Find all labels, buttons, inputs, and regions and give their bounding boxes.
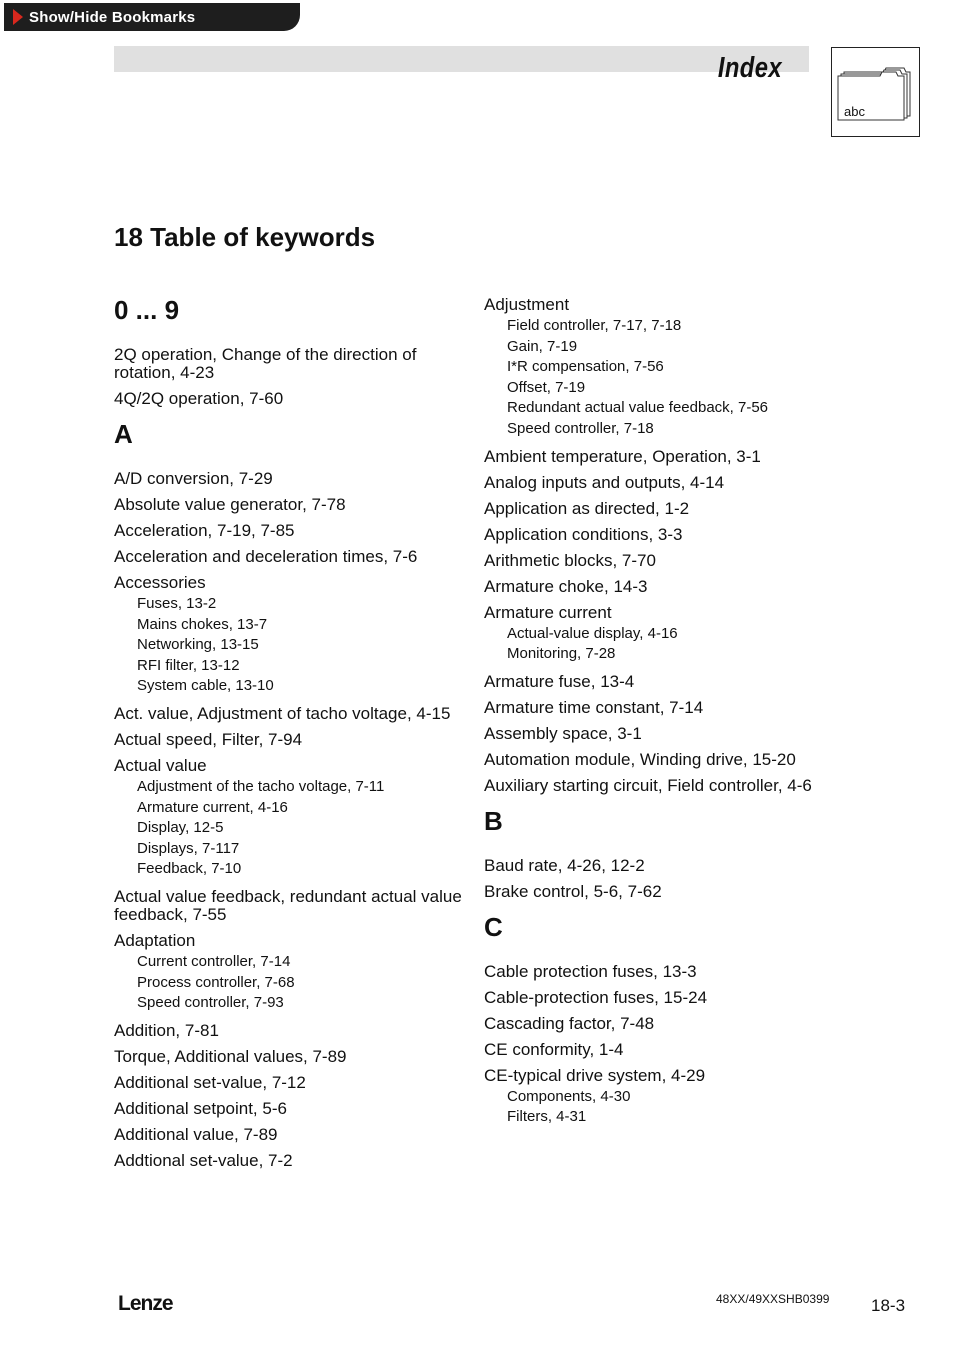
section-title: Index: [717, 52, 782, 84]
index-subentry[interactable]: Actual-value display, 4-16: [507, 624, 678, 642]
index-entry: [114, 574, 464, 697]
index-entry-text[interactable]: Actual speed, Filter, 7-94: [114, 729, 303, 749]
index-subentry[interactable]: Armature current, 4-16: [137, 798, 288, 816]
index-entry-text[interactable]: Brake control, 5-6, 7-62: [484, 881, 662, 901]
index-entry: [484, 883, 834, 901]
index-entry: [114, 705, 464, 723]
index-entry: [114, 1022, 464, 1040]
index-entry: [484, 989, 834, 1007]
triangle-right-icon: [13, 9, 23, 25]
index-entry: [484, 448, 834, 466]
index-entry-text[interactable]: Additional setpoint, 5-6: [114, 1098, 287, 1118]
index-subentry[interactable]: Fuses, 13-2: [137, 595, 217, 612]
index-entry-text[interactable]: Ambient temperature, Operation, 3-1: [484, 446, 761, 466]
index-entry-text[interactable]: Additional value, 7-89: [114, 1124, 278, 1144]
index-subentry[interactable]: I*R compensation, 7-56: [507, 358, 664, 376]
index-subentry[interactable]: Speed controller, 7-93: [137, 994, 284, 1012]
index-entry: [114, 548, 464, 566]
index-column-left: [114, 296, 464, 1178]
index-entry: [114, 888, 464, 924]
index-entry-text[interactable]: Addition, 7-81: [114, 1020, 219, 1040]
page-number: 18-3: [871, 1296, 906, 1315]
index-subentry[interactable]: Speed controller, 7-18: [507, 419, 654, 437]
index-entry: [484, 699, 834, 717]
index-subentry[interactable]: Process controller, 7-68: [137, 973, 295, 991]
section-heading: 0 ... 9: [114, 295, 180, 325]
index-entry-text[interactable]: Acceleration and deceleration times, 7-6: [114, 547, 418, 566]
section-heading: A: [114, 419, 133, 449]
index-entry: [114, 346, 464, 382]
index-entry: [114, 496, 464, 514]
index-entry: [114, 1048, 464, 1066]
index-entry: [484, 1041, 834, 1059]
index-subentry[interactable]: Networking, 13-15: [137, 636, 259, 654]
index-entry: [114, 470, 464, 488]
index-entry: [484, 604, 834, 665]
index-subentry[interactable]: Feedback, 7-10: [137, 860, 242, 878]
index-column-right: [484, 296, 834, 1136]
index-entry-text[interactable]: Accessories: [114, 573, 206, 592]
tab-label: abc: [844, 104, 865, 119]
index-entry-text[interactable]: Application as directed, 1-2: [484, 498, 690, 518]
index-entry-text[interactable]: CE-typical drive system, 4-29: [484, 1065, 706, 1085]
index-subentry[interactable]: Display, 12-5: [137, 819, 224, 837]
index-entry-text[interactable]: Additional set-value, 7-12: [114, 1072, 306, 1092]
index-entry: [114, 1100, 464, 1118]
index-entry: [484, 1015, 834, 1033]
index-entry-text[interactable]: CE conformity, 1-4: [484, 1039, 624, 1059]
chapter-title: 18 Table of keywords: [114, 222, 376, 252]
index-subentry[interactable]: Filters, 4-31: [507, 1108, 587, 1126]
index-subentry[interactable]: Components, 4-30: [507, 1087, 631, 1105]
index-entry-text[interactable]: Arithmetic blocks, 7-70: [484, 550, 656, 570]
index-entry: [484, 751, 834, 769]
index-entry: [114, 731, 464, 749]
index-subentry[interactable]: Adjustment of the tacho voltage, 7-11: [137, 777, 385, 795]
index-subentry[interactable]: Offset, 7-19: [507, 378, 586, 396]
index-entry: [484, 1067, 834, 1128]
index-entry-text[interactable]: Auxiliary starting circuit, Field controller, 4-6: [484, 775, 812, 795]
index-entry-text[interactable]: Armature choke, 14-3: [484, 576, 648, 596]
index-entry: [484, 725, 834, 743]
index-entry: [484, 296, 834, 440]
index-entry-text[interactable]: Adaptation: [114, 930, 196, 950]
index-entry: [484, 963, 834, 981]
index-entry: [484, 673, 834, 691]
index-entry-text[interactable]: Application conditions, 3-3: [484, 524, 683, 544]
index-entry-text[interactable]: Armature current: [484, 602, 612, 622]
index-tab-box: [831, 47, 920, 137]
index-entry-text[interactable]: Act. value, Adjustment of tacho voltage, 4-15: [114, 703, 451, 723]
index-entry-text[interactable]: Armature time constant, 7-14: [484, 697, 704, 717]
index-subentry[interactable]: Monitoring, 7-28: [507, 645, 616, 663]
index-entry: [114, 1152, 464, 1170]
index-entry: [484, 857, 834, 875]
index-entry: [114, 390, 464, 408]
index-entry: [484, 777, 834, 795]
index-subentry[interactable]: System cable, 13-10: [137, 677, 274, 695]
index-entry: [484, 578, 834, 596]
brand-logo: Lenze: [118, 1292, 173, 1315]
index-entry-text[interactable]: 2Q operation, Change of the direction of rotation, 4-23: [114, 345, 417, 382]
index-subentry[interactable]: Displays, 7-117: [137, 839, 240, 857]
index-entry: [484, 526, 834, 544]
index-subentry[interactable]: Mains chokes, 13-7: [137, 615, 268, 633]
index-entry-text[interactable]: Automation module, Winding drive, 15-20: [484, 749, 796, 769]
index-entry-text[interactable]: A/D conversion, 7-29: [114, 469, 273, 488]
document-id: 48XX/49XXSHB0399: [716, 1292, 830, 1306]
index-entry-text[interactable]: Cable-protection fuses, 15-24: [484, 987, 708, 1007]
show-hide-bookmarks-button[interactable]: [4, 3, 300, 31]
index-entry-text[interactable]: Cascading factor, 7-48: [484, 1013, 655, 1033]
index-entry-text[interactable]: Armature fuse, 13-4: [484, 671, 635, 691]
index-entry-text[interactable]: Cable protection fuses, 13-3: [484, 961, 697, 981]
index-entry: [114, 1126, 464, 1144]
section-heading: B: [484, 805, 503, 836]
index-entry: [484, 552, 834, 570]
index-entry-text[interactable]: Adjustment: [484, 295, 570, 314]
index-entry-text[interactable]: Baud rate, 4-26, 12-2: [484, 855, 645, 875]
index-entry-text[interactable]: Actual value: [114, 755, 207, 775]
section-heading: C: [484, 911, 503, 942]
index-entry: [114, 522, 464, 540]
index-entry: [114, 1074, 464, 1092]
index-entry: [114, 932, 464, 1014]
index-entry-text[interactable]: Torque, Additional values, 7-89: [114, 1046, 347, 1066]
index-entry-text[interactable]: Analog inputs and outputs, 4-14: [484, 472, 725, 492]
index-entry: [484, 474, 834, 492]
index-subentry[interactable]: RFI filter, 13-12: [137, 656, 240, 674]
index-entry-text[interactable]: Absolute value generator, 7-78: [114, 495, 346, 514]
index-subentry[interactable]: Field controller, 7-17, 7-18: [507, 317, 682, 334]
index-entry-text[interactable]: Assembly space, 3-1: [484, 723, 642, 743]
index-subentry[interactable]: Current controller, 7-14: [137, 952, 291, 970]
index-entry-text[interactable]: Addtional set-value, 7-2: [114, 1150, 293, 1170]
index-entry-text[interactable]: Actual value feedback, redundant actual value feedback, 7-55: [114, 886, 462, 924]
index-entry: [484, 500, 834, 518]
index-entry: [114, 757, 464, 880]
index-subentry[interactable]: Gain, 7-19: [507, 337, 578, 355]
index-subentry[interactable]: Redundant actual value feedback, 7-56: [507, 399, 769, 417]
index-entry-text[interactable]: Acceleration, 7-19, 7-85: [114, 521, 295, 540]
index-entry-text[interactable]: 4Q/2Q operation, 7-60: [114, 389, 284, 408]
bookmarks-label: Show/Hide Bookmarks: [29, 8, 196, 26]
